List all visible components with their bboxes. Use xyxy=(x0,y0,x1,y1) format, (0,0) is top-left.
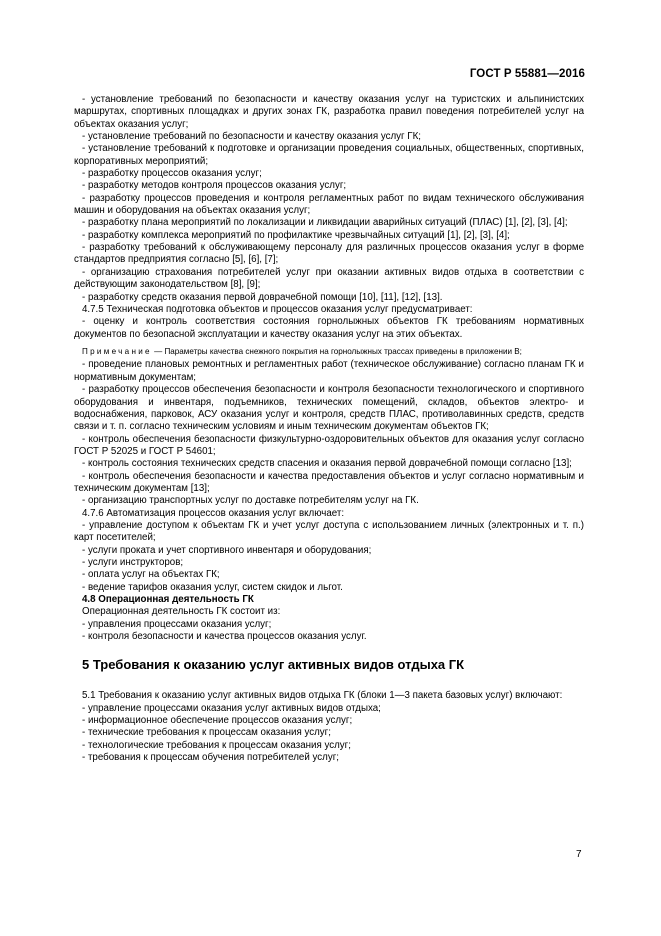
note-text: — Параметры качества снежного покрытия на горнолыжных трассах приведены в приложении В; xyxy=(151,346,522,356)
page-body xyxy=(74,94,584,764)
list-item: - разработку средств оказания первой доврачебной помощи [10], [11], [12], [13]. xyxy=(82,291,443,303)
list-item: - разработку плана мероприятий по локализации и ликвидации аварийных ситуаций (ПЛАС) [1], [2], [3], [4]; xyxy=(82,217,568,229)
clause-4-7-5: 4.7.5 Техническая подготовка объектов и процессов оказания услуг предусматривает: xyxy=(82,303,473,315)
list-item: - контроль обеспечения безопасности и качества предоставления объектов и услуг согласно нормативным и техническим документам [13]; xyxy=(74,470,584,494)
page-number: 7 xyxy=(576,849,582,860)
list-item: - разработку процессов обеспечения безопасности и контроля безопасности технологического и спортивного оборудования и инвентаря, подъемников, технических помещений, складов, объектов электро- и водоснабжения, парковок, АСУ оказания услуг и контроля, средств ПЛАС, противолавинных средств, средств связи и т. п. согласно техническим условиям и иным техническим документам объектов ГК; xyxy=(74,384,584,433)
list-item: - установление требований к подготовке и организации проведения социальных, общественных, спортивных, корпоративных мероприятий; xyxy=(74,143,584,167)
list-item: - требования к процессам обучения потребителей услуг; xyxy=(82,752,339,764)
paragraph: Операционная деятельность ГК состоит из: xyxy=(82,606,281,618)
list-item: - организацию транспортных услуг по доставке потребителям услуг на ГК. xyxy=(82,495,419,507)
list-item: - управления процессами оказания услуг; xyxy=(82,618,272,630)
list-item: - оплата услуг на объектах ГК; xyxy=(82,569,220,581)
list-item: - ведение тарифов оказания услуг, систем скидок и льгот. xyxy=(82,581,343,593)
list-item: - контроль обеспечения безопасности физкультурно-оздоровительных объектов для оказания услуг согласно ГОСТ Р 52025 и ГОСТ Р 54601; xyxy=(74,433,584,457)
list-item: - разработку методов контроля процессов оказания услуг; xyxy=(82,180,347,192)
clause-4-7-6: 4.7.6 Автоматизация процессов оказания услуг включает: xyxy=(82,507,345,519)
list-item: - оценку и контроль соответствия состояния горнолыжных объектов ГК требованиям нормативных документов по безопасной эксплуатации и качеству оказания услуг на этих объектах. xyxy=(74,316,584,340)
list-item: - услуги инструкторов; xyxy=(82,556,184,568)
list-item: - управление доступом к объектам ГК и учет услуг доступа с использованием личных (электронных и т. п.) карт посетителей; xyxy=(74,519,584,544)
list-item: - информационное обеспечение процессов оказания услуг; xyxy=(82,715,353,727)
note xyxy=(74,346,584,358)
list-item: - проведение плановых ремонтных и регламентных работ (техническое обслуживание) согласно планам ГК и нормативным документам; xyxy=(74,359,584,383)
heading-4-8: 4.8 Операционная деятельность ГК xyxy=(82,594,254,605)
list-item: - установление требований по безопасности и качеству оказания услуг ГК; xyxy=(82,131,421,143)
list-item: - организацию страхования потребителей услуг при оказании активных видов отдыха в соответствии с действующим законодательством [8], [9]; xyxy=(74,266,584,291)
list-item: - установление требований по безопасности и качеству оказания услуг на туристских и альпинистских маршрутах, спортивных площадках и других зонах ГК, разработка правил поведения потребителей услуг на объектах оказания услуг; xyxy=(74,94,584,130)
list-item: - услуги проката и учет спортивного инвентаря и оборудования; xyxy=(82,544,372,556)
document-code-header: ГОСТ Р 55881—2016 xyxy=(469,68,585,80)
clause-5-1: 5.1 Требования к оказанию услуг активных видов отдыха ГК (блоки 1—3 пакета базовых услуг) включают: xyxy=(82,690,563,702)
list-item: - управление процессами оказания услуг активных видов отдыха; xyxy=(82,702,381,714)
list-item: - технологические требования к процессам оказания услуг; xyxy=(82,739,351,751)
list-item: - разработку комплекса мероприятий по профилактике чрезвычайных ситуаций [1], [2], [3], [4]; xyxy=(82,229,510,241)
list-item: - разработку требований к обслуживающему персоналу для различных процессов оказания услуг в форме стандартов предприятия согласно [5], [6], [7]; xyxy=(74,242,584,266)
list-item: - разработку процессов проведения и контроля регламентных работ по видам технического обслуживания машин и оборудования на объектах оказания услуг; xyxy=(74,192,584,217)
list-item: - контроля безопасности и качества процессов оказания услуг. xyxy=(82,631,367,643)
list-item: - контроль состояния технических средств спасения и оказания первой доврачебной помощи согласно [13]; xyxy=(82,458,572,470)
list-item: - технические требования к процессам оказания услуг; xyxy=(82,727,331,739)
list-item: - разработку процессов оказания услуг; xyxy=(82,168,262,180)
note-label: Примечание xyxy=(82,346,152,356)
section-5-title: 5 Требования к оказанию услуг активных видов отдыха ГК xyxy=(82,657,465,673)
